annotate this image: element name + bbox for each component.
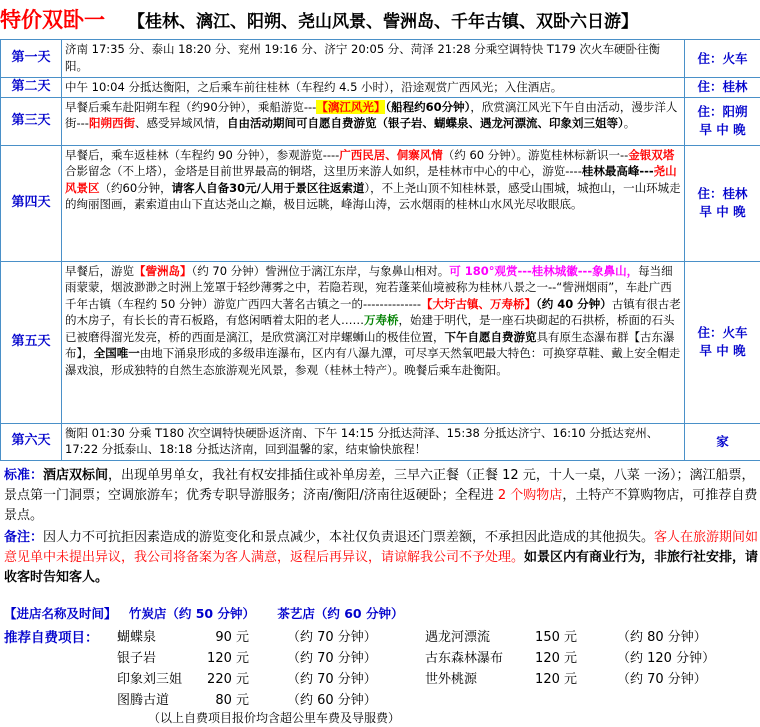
note-text: 如景区内有商业行为，非旅行社安排，请收客时告知客人。 xyxy=(4,550,759,585)
remark-paragraph xyxy=(0,528,760,588)
accommodation-label: 住：火车 xyxy=(697,325,748,340)
selfpay-name: 印象刘三姐 xyxy=(117,672,183,687)
selfpay-time: （约 70 分钟） xyxy=(287,630,377,645)
description-text: 每当细雨蒙蒙，烟波渺渺之时洲上笼罩于轻纱薄雾之中，若隐若现，宛若蓬莱仙境被称为桂林八景之一--“訾洲烟雨”，车赴广西千年古镇（车程约 50 分钟）游览广西四大著名古镇之一的-------------- xyxy=(65,263,673,311)
selfpay-name: 银子岩 xyxy=(117,651,157,666)
description-text: 【大圩古镇、万寿桥】 xyxy=(421,296,537,311)
selfpay-time: （约 80 分钟） xyxy=(617,630,707,645)
itinerary-row xyxy=(1,423,760,460)
selfpay-name: 蝴蝶泉 xyxy=(117,630,157,645)
description-text: 阳朔西街 xyxy=(88,116,135,130)
description-text: 早餐后，游览 xyxy=(65,263,134,278)
description-text: 桂林最高峰--- xyxy=(581,164,654,178)
shop-item: 茶艺店（约 60 分钟） xyxy=(277,606,404,621)
itinerary-row xyxy=(1,40,760,78)
description-text: 。 xyxy=(623,116,636,130)
day-label: 第二天 xyxy=(1,78,62,98)
selfpay-time: （约 60 分钟） xyxy=(287,693,377,708)
selfpay-name: 遇龙河漂流 xyxy=(425,630,491,645)
shops-row xyxy=(4,604,403,622)
note-text: ，出现单男单女，我社有权安排插住或补单房差，三早六正餐（正餐 12 元，十人一桌，八菜 一汤）；漓江船票，景点第一门洞票；空调旅游车；优秀专职导游服务；济南/衡阳/济南往返硬卧；全程进 xyxy=(4,468,755,503)
selfpay-name: 世外桃源 xyxy=(425,672,478,687)
description-text: 具有原生态瀑布群【古东瀑布】， xyxy=(65,329,675,360)
selfpay-price: 90 元 xyxy=(215,630,249,645)
meals-label: 早 中 晚 xyxy=(699,204,746,219)
note-text: 客人在旅游期间如意见单中未提出异议，我公司将备案为客人满意，返程后再异议，请谅解我公司不予处理。 xyxy=(4,530,759,565)
selfpay-time: （约 70 分钟） xyxy=(287,651,377,666)
day-label: 第一天 xyxy=(1,40,62,78)
selfpay-price: 150 元 xyxy=(535,630,577,645)
accommodation-label: 住：阳朔 xyxy=(697,104,748,119)
page-title: 特价双卧一 xyxy=(0,8,105,32)
accommodation-label: 住：桂林 xyxy=(697,79,748,95)
description-text: （约 70 分钟）訾洲位于漓江东岸，与象鼻山相对。 xyxy=(191,263,450,278)
description-text: 古镇有很古老的木房子，有长长的青石板路，有悠闲晒着太阳的老人…… xyxy=(65,296,681,327)
accommodation-cell xyxy=(685,261,760,423)
selfpay-price: 120 元 xyxy=(207,651,249,666)
description-text: ，始建于明代，是一座石块砌起的石拱桥，桥面的石头已被磨得溜光发亮，桥的西面是漓江，是欣赏漓江对岸螺蛳山的极佳位置， xyxy=(65,313,675,344)
notes-section xyxy=(0,466,760,588)
selfpay-price: 220 元 xyxy=(207,672,249,687)
selfpay-time: （约 70 分钟） xyxy=(287,672,377,687)
description-text: 中午 10:04 分抵达衡阳，之后乘车前往桂林（车程约 4.5 小时），沿途观赏广西风光；入住酒店。 xyxy=(65,80,563,94)
accommodation-cell xyxy=(685,40,760,78)
accommodation-label: 住：桂林 xyxy=(697,186,748,201)
accommodation-cell xyxy=(685,145,760,261)
description-text: （船程约60分钟） xyxy=(385,99,471,114)
description-text: 可 180°观赏---桂林城徽---象鼻山， xyxy=(449,263,639,278)
day-label: 第三天 xyxy=(1,97,62,145)
description-text: （约60分钟， xyxy=(99,180,172,195)
shops-label: 【进店名称及时间】 xyxy=(4,606,117,621)
selfpay-name: 古东森林瀑布 xyxy=(425,651,504,666)
description-text: 【訾洲岛】 xyxy=(134,263,192,278)
day-description xyxy=(62,423,685,460)
selfpay-time: （约 120 分钟） xyxy=(617,651,716,666)
description-text: 金银双塔 xyxy=(628,147,675,162)
selfpay-price: 80 元 xyxy=(215,693,249,708)
day-description xyxy=(62,78,685,98)
day-description xyxy=(62,40,685,78)
itinerary-row xyxy=(1,261,760,423)
description-text: 自由活动期间可自愿自费游览（银子岩、蝴蝶泉、遇龙河漂流、印象刘三姐等） xyxy=(226,116,624,130)
meals-label: 早 中 晚 xyxy=(699,343,746,358)
description-text: 【漓江风光】 xyxy=(316,99,386,114)
description-text: ，欣赏漓江风光下午自由活动，漫步洋人街--- xyxy=(65,99,678,130)
day-description xyxy=(62,145,685,261)
description-text: 广西民居、侗寨风情 xyxy=(339,147,443,162)
description-text: （约 60 分钟）。游览桂林标新识一-- xyxy=(442,147,629,162)
accommodation-cell xyxy=(685,97,760,145)
selfpay-price: 120 元 xyxy=(535,672,577,687)
description-text: 万寿桥 xyxy=(364,313,399,327)
page-subtitle: 【桂林、漓江、阳朔、尧山风景、訾洲岛、千年古镇、双卧六日游】 xyxy=(128,12,638,32)
selfpay-time: （约 70 分钟） xyxy=(617,672,707,687)
itinerary-row xyxy=(1,97,760,145)
selfpay-footnote: （以上自费项目报价均含超公里车费及导服费） xyxy=(148,711,401,725)
accommodation-cell xyxy=(685,78,760,98)
accommodation-label: 住：火车 xyxy=(697,50,748,66)
description-text: 下午自愿自费游览 xyxy=(444,329,537,344)
selfpay-name: 图腾古道 xyxy=(117,693,170,708)
note-text: ，土特产不算购物店，可推荐自费景点。 xyxy=(4,488,758,523)
accommodation-cell xyxy=(685,423,760,460)
selfpay-price: 120 元 xyxy=(535,651,577,666)
day-label: 第六天 xyxy=(1,423,62,460)
standard-label: 标准： xyxy=(4,468,44,483)
description-text: 全国唯一 xyxy=(93,346,140,360)
itinerary-row xyxy=(1,78,760,98)
meals-label: 早 中 晚 xyxy=(699,122,746,137)
description-text: 早餐后乘车赴阳朔车程（约90分钟），乘船游览--- xyxy=(65,99,317,114)
description-text: 、感受异域风情， xyxy=(134,116,227,130)
note-text: 2 个购物店 xyxy=(497,488,563,503)
day-description xyxy=(62,97,685,145)
day-label: 第四天 xyxy=(1,145,62,261)
remark-label: 备注： xyxy=(4,530,44,545)
note-text: 酒店双标间 xyxy=(43,468,109,483)
page-header xyxy=(0,0,760,38)
description-text: 尧山风景区 xyxy=(65,164,677,195)
description-text: 济南 17:35 分、泰山 18:20 分、兖州 19:16 分、济宁 20:05 分、菏泽 21:28 分乘空调特快 T179 次火车硬卧往衡阳。 xyxy=(65,42,661,73)
itinerary-row xyxy=(1,145,760,261)
description-text: 由地下涌泉形成的多级串连瀑布，区内有八瀑九潭，可尽享天然氧吧最大特色：可换穿草鞋、戴上安全帽走瀑戏浪，形成独特的自然生态旅游观光风景，参观（桂林土特产）。晚餐后乘车赴衡阳。 xyxy=(65,346,681,377)
accommodation-label: 家 xyxy=(716,433,729,449)
description-text: 衡阳 01:30 分乘 T180 次空调特快硬卧返济南、下午 14:15 分抵达菏泽、15:38 分抵达济宁、16:10 分抵达兖州、17:22 分抵泰山、18:18 分抵达济南，回到温馨的家，结束愉快旅程！ xyxy=(65,425,659,456)
description-text: （约 40 分钟） xyxy=(536,296,612,311)
description-text: 早餐后，乘车返桂林（车程约 90 分钟），参观游览---- xyxy=(65,147,340,162)
selfpay-label: 推荐自费项目： xyxy=(4,630,99,646)
standard-paragraph xyxy=(0,466,760,526)
description-text: 合影留念（不上塔），金塔是目前世界最高的铜塔，这里历来游人如织，是桂林市中心的中心，游览---- xyxy=(65,164,582,178)
description-text: ），不上尧山顶不知桂林景，感受山围城，城抱山，一山环城走的绚丽图画，素索道由山下直达尧山之巅，极目远眺，峰海山涛，云水烟雨的桂林山水风光尽收眼底。 xyxy=(65,180,681,211)
description-text: 请客人自备30元/人用于景区往返索道 xyxy=(171,180,365,195)
note-text: 因人力不可抗拒因素造成的游览变化和景点减少，本社仅负责退还门票差额，不承担因此造成的其他损失。 xyxy=(43,530,655,545)
shop-item: 竹炭店（约 50 分钟） xyxy=(128,606,255,621)
day-label: 第五天 xyxy=(1,261,62,423)
day-description xyxy=(62,261,685,423)
itinerary-table xyxy=(0,39,760,461)
